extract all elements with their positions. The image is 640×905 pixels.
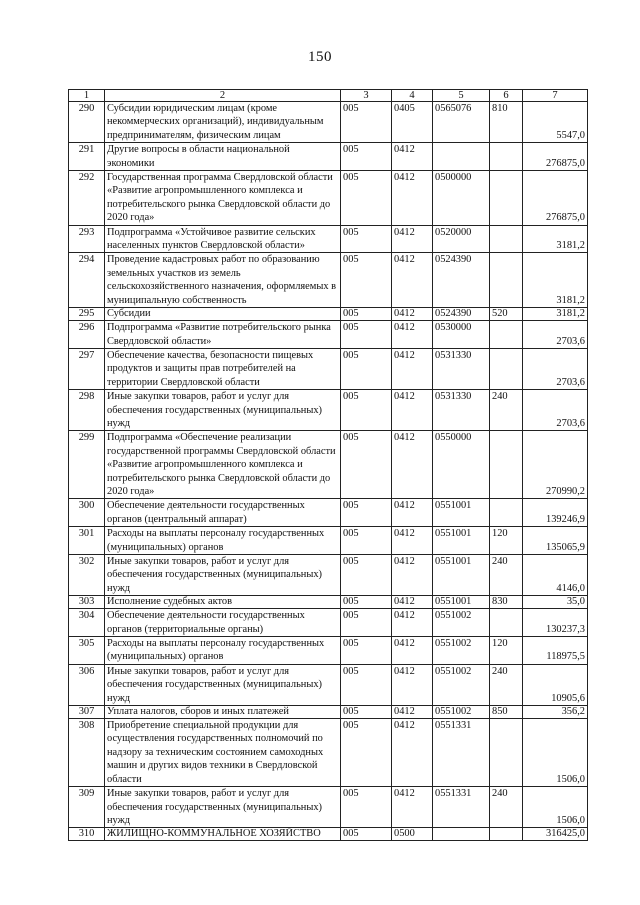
row-code-5: 0550000 — [433, 431, 490, 499]
table-header-row — [69, 90, 588, 102]
row-amount: 316425,0 — [523, 828, 588, 841]
header-cell: 1 — [69, 90, 105, 102]
row-code-5: 0565076 — [433, 102, 490, 143]
table-row — [69, 719, 588, 787]
row-name: ЖИЛИЩНО-КОММУНАЛЬНОЕ ХОЗЯЙСТВО — [105, 828, 341, 841]
row-code-5: 0551002 — [433, 706, 490, 719]
table-row — [69, 321, 588, 349]
row-code-3: 005 — [341, 171, 392, 226]
row-code-6 — [490, 225, 523, 253]
row-code-5: 0520000 — [433, 225, 490, 253]
row-code-4: 0500 — [392, 828, 433, 841]
row-code-6: 520 — [490, 308, 523, 321]
row-code-5: 0524390 — [433, 308, 490, 321]
row-amount: 2703,6 — [523, 390, 588, 431]
row-number: 309 — [69, 787, 105, 828]
row-code-5: 0551002 — [433, 664, 490, 705]
row-code-4: 0412 — [392, 143, 433, 171]
row-code-6 — [490, 171, 523, 226]
row-code-5: 0551001 — [433, 527, 490, 555]
row-code-3: 005 — [341, 706, 392, 719]
row-number: 301 — [69, 527, 105, 555]
row-amount: 1506,0 — [523, 719, 588, 787]
row-name: Расходы на выплаты персоналу государственных (муниципальных) органов — [105, 637, 341, 665]
row-number: 305 — [69, 637, 105, 665]
row-code-6: 830 — [490, 596, 523, 609]
row-code-4: 0412 — [392, 431, 433, 499]
table-row — [69, 348, 588, 389]
row-name: Исполнение судебных актов — [105, 596, 341, 609]
row-number: 299 — [69, 431, 105, 499]
row-amount: 276875,0 — [523, 171, 588, 226]
table-row — [69, 143, 588, 171]
row-amount: 356,2 — [523, 706, 588, 719]
row-code-3: 005 — [341, 596, 392, 609]
row-code-4: 0412 — [392, 555, 433, 596]
row-code-5: 0551002 — [433, 609, 490, 637]
row-number: 297 — [69, 348, 105, 389]
row-name: Подпрограмма «Устойчивое развитие сельских населенных пунктов Свердловской области» — [105, 225, 341, 253]
row-code-5: 0551002 — [433, 637, 490, 665]
row-code-4: 0412 — [392, 171, 433, 226]
table-row — [69, 555, 588, 596]
row-code-5 — [433, 143, 490, 171]
row-name: Подпрограмма «Развитие потребительского рынка Свердловской области» — [105, 321, 341, 349]
table-row — [69, 308, 588, 321]
row-name: Проведение кадастровых работ по образованию земельных участков из земель сельскохозяйственного назначения, оформляемых в муниципальную собственность — [105, 253, 341, 308]
row-code-5: 0530000 — [433, 321, 490, 349]
row-name: Приобретение специальной продукции для осуществления государственных полномочий по надзору за техническим состоянием самоходных машин и других видов техники в Свердловской области — [105, 719, 341, 787]
row-code-3: 005 — [341, 431, 392, 499]
row-amount: 3181,2 — [523, 225, 588, 253]
row-code-6: 120 — [490, 527, 523, 555]
row-code-6 — [490, 143, 523, 171]
row-amount: 276875,0 — [523, 143, 588, 171]
table-row — [69, 253, 588, 308]
row-code-4: 0412 — [392, 390, 433, 431]
row-code-3: 005 — [341, 143, 392, 171]
row-number: 290 — [69, 102, 105, 143]
row-amount: 2703,6 — [523, 321, 588, 349]
row-code-4: 0412 — [392, 787, 433, 828]
row-number: 307 — [69, 706, 105, 719]
table-row — [69, 225, 588, 253]
row-code-5: 0551331 — [433, 787, 490, 828]
row-name: Иные закупки товаров, работ и услуг для обеспечения государственных (муниципальных) нужд — [105, 555, 341, 596]
table-row — [69, 527, 588, 555]
row-code-3: 005 — [341, 637, 392, 665]
table-row — [69, 596, 588, 609]
row-code-3: 005 — [341, 499, 392, 527]
table-row — [69, 102, 588, 143]
row-name: Расходы на выплаты персоналу государственных (муниципальных) органов — [105, 527, 341, 555]
row-code-4: 0412 — [392, 499, 433, 527]
row-amount: 118975,5 — [523, 637, 588, 665]
row-code-6 — [490, 719, 523, 787]
table-row — [69, 664, 588, 705]
row-name: Другие вопросы в области национальной экономики — [105, 143, 341, 171]
row-code-4: 0405 — [392, 102, 433, 143]
table-row — [69, 609, 588, 637]
row-code-6 — [490, 348, 523, 389]
row-code-4: 0412 — [392, 706, 433, 719]
row-code-3: 005 — [341, 321, 392, 349]
row-code-5: 0551331 — [433, 719, 490, 787]
header-cell: 5 — [433, 90, 490, 102]
table-row — [69, 637, 588, 665]
row-name: Обеспечение деятельности государственных органов (центральный аппарат) — [105, 499, 341, 527]
row-code-4: 0412 — [392, 637, 433, 665]
row-number: 300 — [69, 499, 105, 527]
table-row — [69, 171, 588, 226]
row-code-4: 0412 — [392, 664, 433, 705]
header-cell: 7 — [523, 90, 588, 102]
row-code-5: 0531330 — [433, 348, 490, 389]
row-code-3: 005 — [341, 253, 392, 308]
row-amount: 1506,0 — [523, 787, 588, 828]
row-code-6: 240 — [490, 555, 523, 596]
row-code-3: 005 — [341, 719, 392, 787]
row-code-4: 0412 — [392, 719, 433, 787]
table-row — [69, 499, 588, 527]
row-number: 294 — [69, 253, 105, 308]
row-code-4: 0412 — [392, 348, 433, 389]
row-amount: 2703,6 — [523, 348, 588, 389]
row-number: 296 — [69, 321, 105, 349]
row-code-5: 0524390 — [433, 253, 490, 308]
row-code-3: 005 — [341, 102, 392, 143]
row-code-5: 0551001 — [433, 499, 490, 527]
row-code-4: 0412 — [392, 527, 433, 555]
row-number: 292 — [69, 171, 105, 226]
header-cell: 3 — [341, 90, 392, 102]
row-code-3: 005 — [341, 390, 392, 431]
row-code-3: 005 — [341, 787, 392, 828]
row-name: Иные закупки товаров, работ и услуг для обеспечения государственных (муниципальных) нужд — [105, 787, 341, 828]
row-code-5: 0500000 — [433, 171, 490, 226]
row-amount: 35,0 — [523, 596, 588, 609]
row-amount: 3181,2 — [523, 253, 588, 308]
row-number: 306 — [69, 664, 105, 705]
row-name: Уплата налогов, сборов и иных платежей — [105, 706, 341, 719]
row-name: Субсидии юридическим лицам (кроме некоммерческих организаций), индивидуальным предпринимателям, физическим лицам — [105, 102, 341, 143]
row-code-5: 0531330 — [433, 390, 490, 431]
row-code-6: 810 — [490, 102, 523, 143]
row-code-3: 005 — [341, 555, 392, 596]
row-amount: 3181,2 — [523, 308, 588, 321]
row-code-6 — [490, 499, 523, 527]
row-amount: 135065,9 — [523, 527, 588, 555]
row-name: Иные закупки товаров, работ и услуг для обеспечения государственных (муниципальных) нужд — [105, 390, 341, 431]
table-row — [69, 787, 588, 828]
header-cell: 6 — [490, 90, 523, 102]
row-name: Иные закупки товаров, работ и услуг для обеспечения государственных (муниципальных) нужд — [105, 664, 341, 705]
row-code-3: 005 — [341, 348, 392, 389]
table-row — [69, 828, 588, 841]
row-number: 303 — [69, 596, 105, 609]
row-amount: 130237,3 — [523, 609, 588, 637]
row-code-6 — [490, 828, 523, 841]
row-number: 298 — [69, 390, 105, 431]
row-code-3: 005 — [341, 527, 392, 555]
row-amount: 10905,6 — [523, 664, 588, 705]
row-number: 295 — [69, 308, 105, 321]
row-code-3: 005 — [341, 308, 392, 321]
row-name: Обеспечение качества, безопасности пищевых продуктов и защиты прав потребителей на территории Свердловской области — [105, 348, 341, 389]
row-code-3: 005 — [341, 225, 392, 253]
row-code-6 — [490, 253, 523, 308]
row-number: 293 — [69, 225, 105, 253]
row-code-4: 0412 — [392, 253, 433, 308]
row-name: Субсидии — [105, 308, 341, 321]
row-code-6: 240 — [490, 787, 523, 828]
row-code-6: 850 — [490, 706, 523, 719]
row-code-6 — [490, 609, 523, 637]
row-code-6: 120 — [490, 637, 523, 665]
row-code-4: 0412 — [392, 225, 433, 253]
row-code-4: 0412 — [392, 308, 433, 321]
row-number: 308 — [69, 719, 105, 787]
table-row — [69, 706, 588, 719]
table-row — [69, 431, 588, 499]
row-code-6 — [490, 431, 523, 499]
header-cell: 2 — [105, 90, 341, 102]
row-code-6 — [490, 321, 523, 349]
page-number: 150 — [308, 49, 332, 65]
row-code-6: 240 — [490, 664, 523, 705]
row-name: Государственная программа Свердловской области «Развитие агропромышленного комплекса и потребительского рынка Свердловской области до 2020 года» — [105, 171, 341, 226]
row-code-4: 0412 — [392, 609, 433, 637]
header-cell: 4 — [392, 90, 433, 102]
row-name: Подпрограмма «Обеспечение реализации государственной программы Свердловской области «Развитие агропромышленного комплекса и потребительского рынка Свердловской области до 2020 года» — [105, 431, 341, 499]
row-code-3: 005 — [341, 609, 392, 637]
row-code-3: 005 — [341, 664, 392, 705]
row-number: 304 — [69, 609, 105, 637]
row-code-4: 0412 — [392, 596, 433, 609]
row-code-4: 0412 — [392, 321, 433, 349]
row-number: 302 — [69, 555, 105, 596]
row-number: 310 — [69, 828, 105, 841]
row-code-5 — [433, 828, 490, 841]
row-code-5: 0551001 — [433, 596, 490, 609]
budget-table — [68, 89, 588, 841]
row-code-3: 005 — [341, 828, 392, 841]
row-amount: 4146,0 — [523, 555, 588, 596]
row-code-6: 240 — [490, 390, 523, 431]
row-number: 291 — [69, 143, 105, 171]
row-amount: 5547,0 — [523, 102, 588, 143]
row-amount: 270990,2 — [523, 431, 588, 499]
table-row — [69, 390, 588, 431]
row-code-5: 0551001 — [433, 555, 490, 596]
row-amount: 139246,9 — [523, 499, 588, 527]
row-name: Обеспечение деятельности государственных органов (территориальные органы) — [105, 609, 341, 637]
